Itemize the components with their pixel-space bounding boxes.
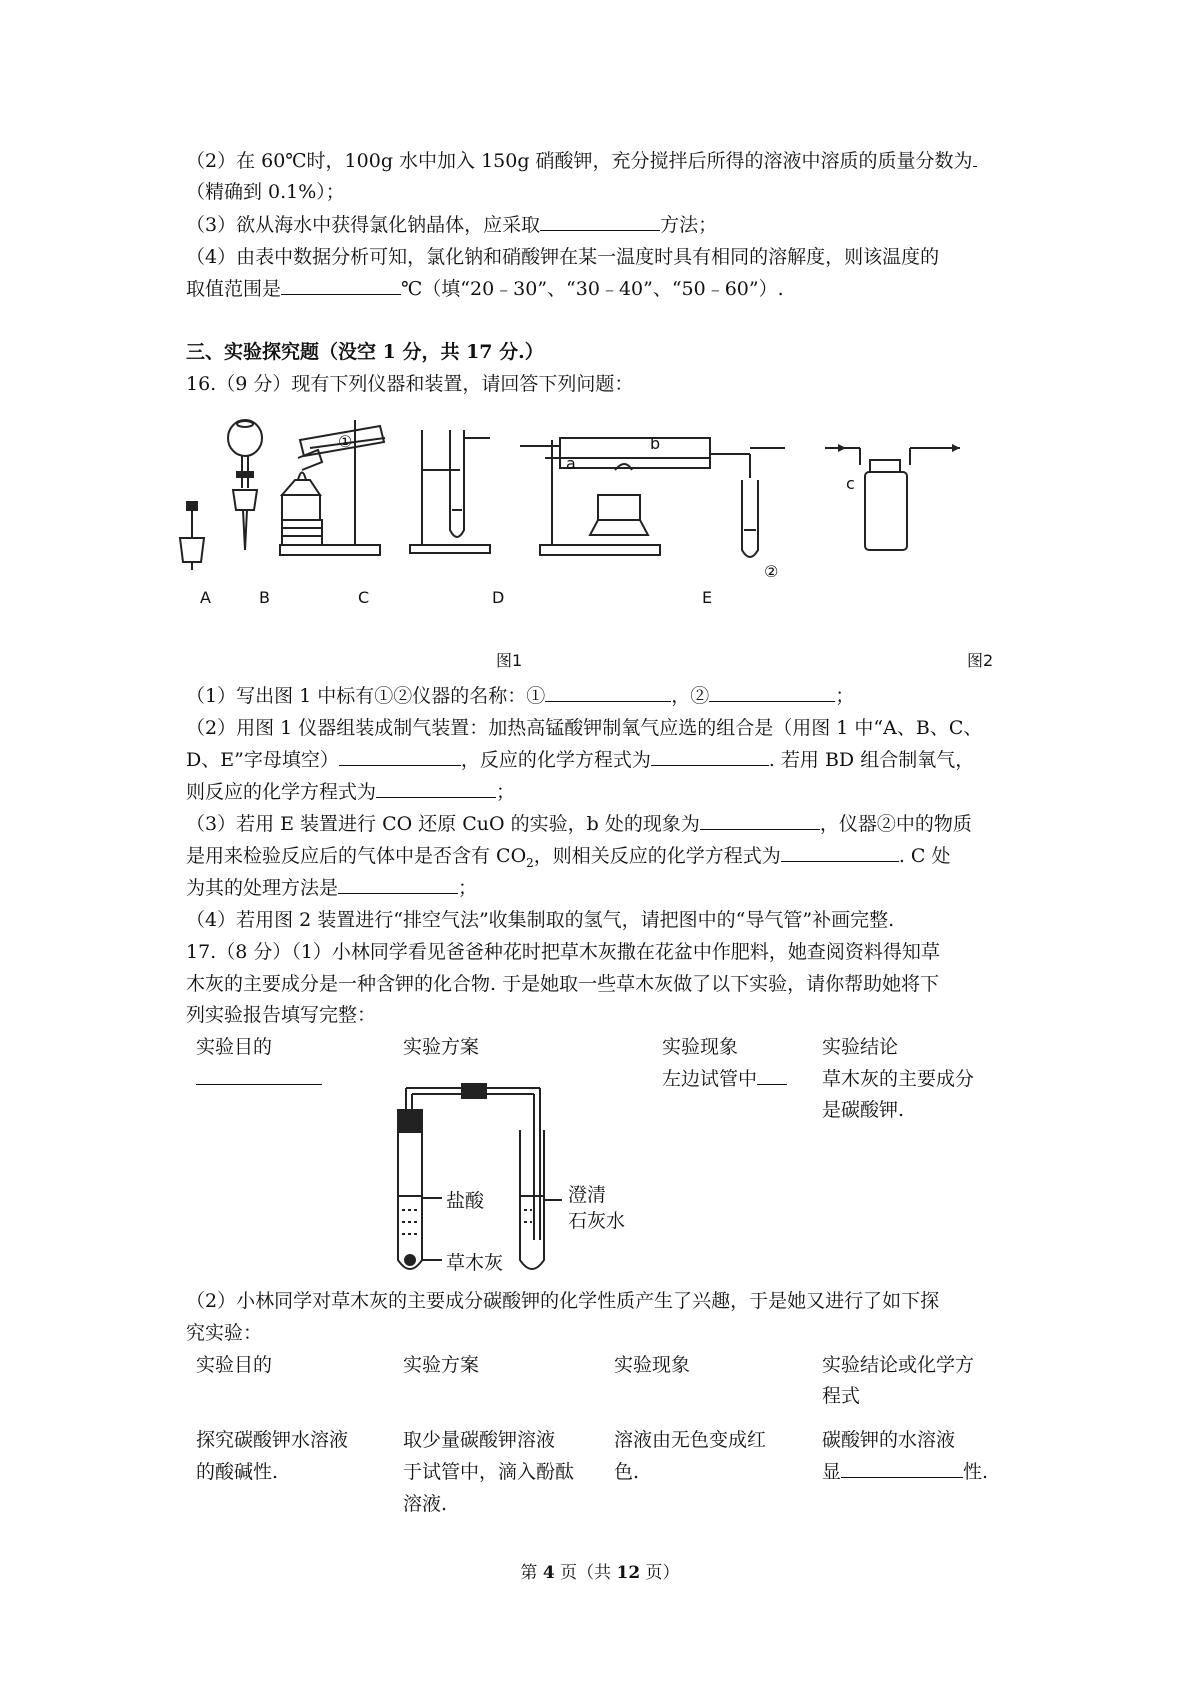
page-total: 12 [616, 1563, 641, 1583]
answer-blank[interactable] [651, 745, 769, 766]
q17-stem-line3: 列实验报告填写完整： [186, 1004, 377, 1026]
answer-blank[interactable] [196, 1064, 322, 1085]
q16-part1: （1）写出图 1 中标有①②仪器的名称：① ，② ； [186, 681, 1026, 711]
table1-conclusion-line2: 是碳酸钾. [822, 1099, 905, 1121]
table2-header-plan: 实验方案 [403, 1354, 480, 1376]
q16-part4: （4）若用图 2 装置进行“排空气法”收集制取的氢气，请把图中的“导气管”补画完整. [186, 909, 895, 931]
q16-part2-line1: （2）用图 1 仪器组装成制气装置：加热高锰酸钾制氧气应选的组合是（用图 1 中“A、B、C、 [186, 717, 983, 739]
label-limewater-2: 石灰水 [568, 1210, 626, 1232]
answer-blank[interactable] [757, 1064, 787, 1085]
answer-blank[interactable] [281, 274, 401, 295]
q15-part4-line2: 取值范围是 ℃（填“20﹣30”、“30﹣40”、“50﹣60”）. [186, 274, 1026, 304]
table2-plan-line1: 取少量碳酸钾溶液 [403, 1429, 556, 1451]
answer-blank[interactable] [973, 146, 977, 167]
answer-blank[interactable] [700, 809, 820, 830]
table2-header-phenomenon: 实验现象 [614, 1354, 691, 1376]
q17-part2-line1: （2）小林同学对草木灰的主要成分碳酸钾的化学性质产生了兴趣，于是她又进行了如下探 [186, 1290, 940, 1312]
table1-header-conclusion: 实验结论 [822, 1036, 899, 1058]
page-footer: 第 4 页（共 12 页） [520, 1563, 680, 1583]
table2-plan-line2: 于试管中，滴入酚酞 [403, 1461, 575, 1483]
apparatus-a-icon [180, 502, 204, 570]
table2-header-purpose: 实验目的 [196, 1354, 273, 1376]
q15-part4-line1: （4）由表中数据分析可知，氯化钠和硝酸钾在某一温度时具有相同的溶解度，则该温度的 [186, 246, 940, 268]
fig-label-d: D [492, 588, 505, 607]
q15-part2-line1: （2）在 60℃时，100g 水中加入 150g 硝酸钾，充分搅拌后所得的溶液中溶质的质量分数为 [186, 146, 1026, 176]
apparatus-c-icon [280, 420, 385, 555]
q16-part2-line3: 则反应的化学方程式为 ； [186, 777, 1026, 807]
table1-header-phenomenon: 实验现象 [662, 1036, 739, 1058]
table1-header-purpose: 实验目的 [196, 1036, 273, 1058]
q16-part3-line1: （3）若用 E 装置进行 CO 还原 CuO 的实验，b 处的现象为 ，仪器②中的物质 [186, 809, 1026, 839]
table2-phenomenon-line2: 色. [614, 1461, 640, 1483]
q15-part2-line2: （精确到 0.1%）； [186, 181, 345, 203]
apparatus-b-icon [228, 420, 262, 550]
table2-header-conclusion: 实验结论或化学方 [822, 1354, 975, 1376]
table2-purpose-line1: 探究碳酸钾水溶液 [196, 1429, 349, 1451]
answer-blank[interactable] [841, 1457, 963, 1478]
label-ash: 草木灰 [446, 1252, 504, 1274]
q16-part2-line2: D、E”字母填空） ，反应的化学方程式为 . 若用 BD 组合制氧气， [186, 745, 1026, 775]
right-tube-icon [520, 1088, 562, 1269]
q16-part3-line3: 为其的处理方法是 ； [186, 873, 1026, 903]
answer-blank[interactable] [339, 745, 461, 766]
answer-blank[interactable] [709, 681, 835, 702]
answer-blank[interactable] [540, 210, 660, 231]
page-number: 4 [542, 1563, 555, 1583]
apparatus-e-icon [520, 438, 785, 557]
table2-conclusion-line1: 碳酸钾的水溶液 [822, 1429, 956, 1451]
gas-bottle-icon [825, 448, 960, 550]
table1-phenomenon-cell: 左边试管中 [662, 1064, 787, 1095]
mark-a: a [566, 454, 576, 473]
q17-stem-line1: 17.（8 分）（1）小林同学看见爸爸种花时把草木灰撒在花盆中作肥料，她查阅资料得知草 [186, 941, 940, 963]
mark-1: ① [338, 432, 353, 451]
mark-c: c [846, 474, 855, 493]
q17-part2-line2: 究实验： [186, 1322, 263, 1344]
apparatus-d-icon [410, 430, 490, 553]
table1-conclusion-line1: 草木灰的主要成分 [822, 1068, 975, 1090]
table1-header-plan: 实验方案 [403, 1036, 480, 1058]
answer-blank[interactable] [338, 873, 458, 894]
mark-2: ② [764, 562, 779, 581]
fig1-caption: 图1 [496, 651, 523, 670]
mark-b: b [650, 434, 661, 453]
fig-label-c: C [358, 588, 370, 607]
fig-label-e: E [702, 588, 713, 607]
section-title: 三、实验探究题（没空 1 分，共 17 分.） [186, 341, 544, 363]
fig2-caption: 图2 [967, 651, 994, 670]
answer-blank[interactable] [545, 681, 671, 702]
fig-label-a: A [200, 588, 211, 607]
table1-purpose-cell [196, 1064, 322, 1095]
test-tube-figure [380, 1070, 640, 1280]
q17-stem-line2: 木灰的主要成分是一种含钾的化合物. 于是她取一些草木灰做了以下实验，请你帮助她将下 [186, 973, 940, 995]
table2-purpose-line2: 的酸碱性. [196, 1461, 279, 1483]
q16-stem: 16.（9 分）现有下列仪器和装置，请回答下列问题： [186, 373, 634, 395]
apparatus-figure [170, 410, 1040, 650]
table2-phenomenon-line1: 溶液由无色变成红 [614, 1429, 767, 1451]
label-hcl: 盐酸 [446, 1190, 485, 1212]
answer-blank[interactable] [781, 841, 899, 862]
table2-conclusion-line2: 显 性. [822, 1457, 988, 1488]
fig-label-b: B [259, 588, 270, 607]
table2-plan-line3: 溶液. [403, 1493, 448, 1515]
label-limewater-1: 澄清 [568, 1184, 607, 1206]
q15-part3: （3）欲从海水中获得氯化钠晶体，应采取 方法； [186, 210, 1026, 240]
q16-part3-line2: 是用来检验反应后的气体中是否含有 $CO_2$，则相关反应的化学方程式为 . C 处 [186, 841, 1026, 878]
answer-blank[interactable] [376, 777, 496, 798]
table2-header-conclusion-2: 程式 [822, 1385, 861, 1407]
left-tube-icon [398, 1084, 540, 1269]
